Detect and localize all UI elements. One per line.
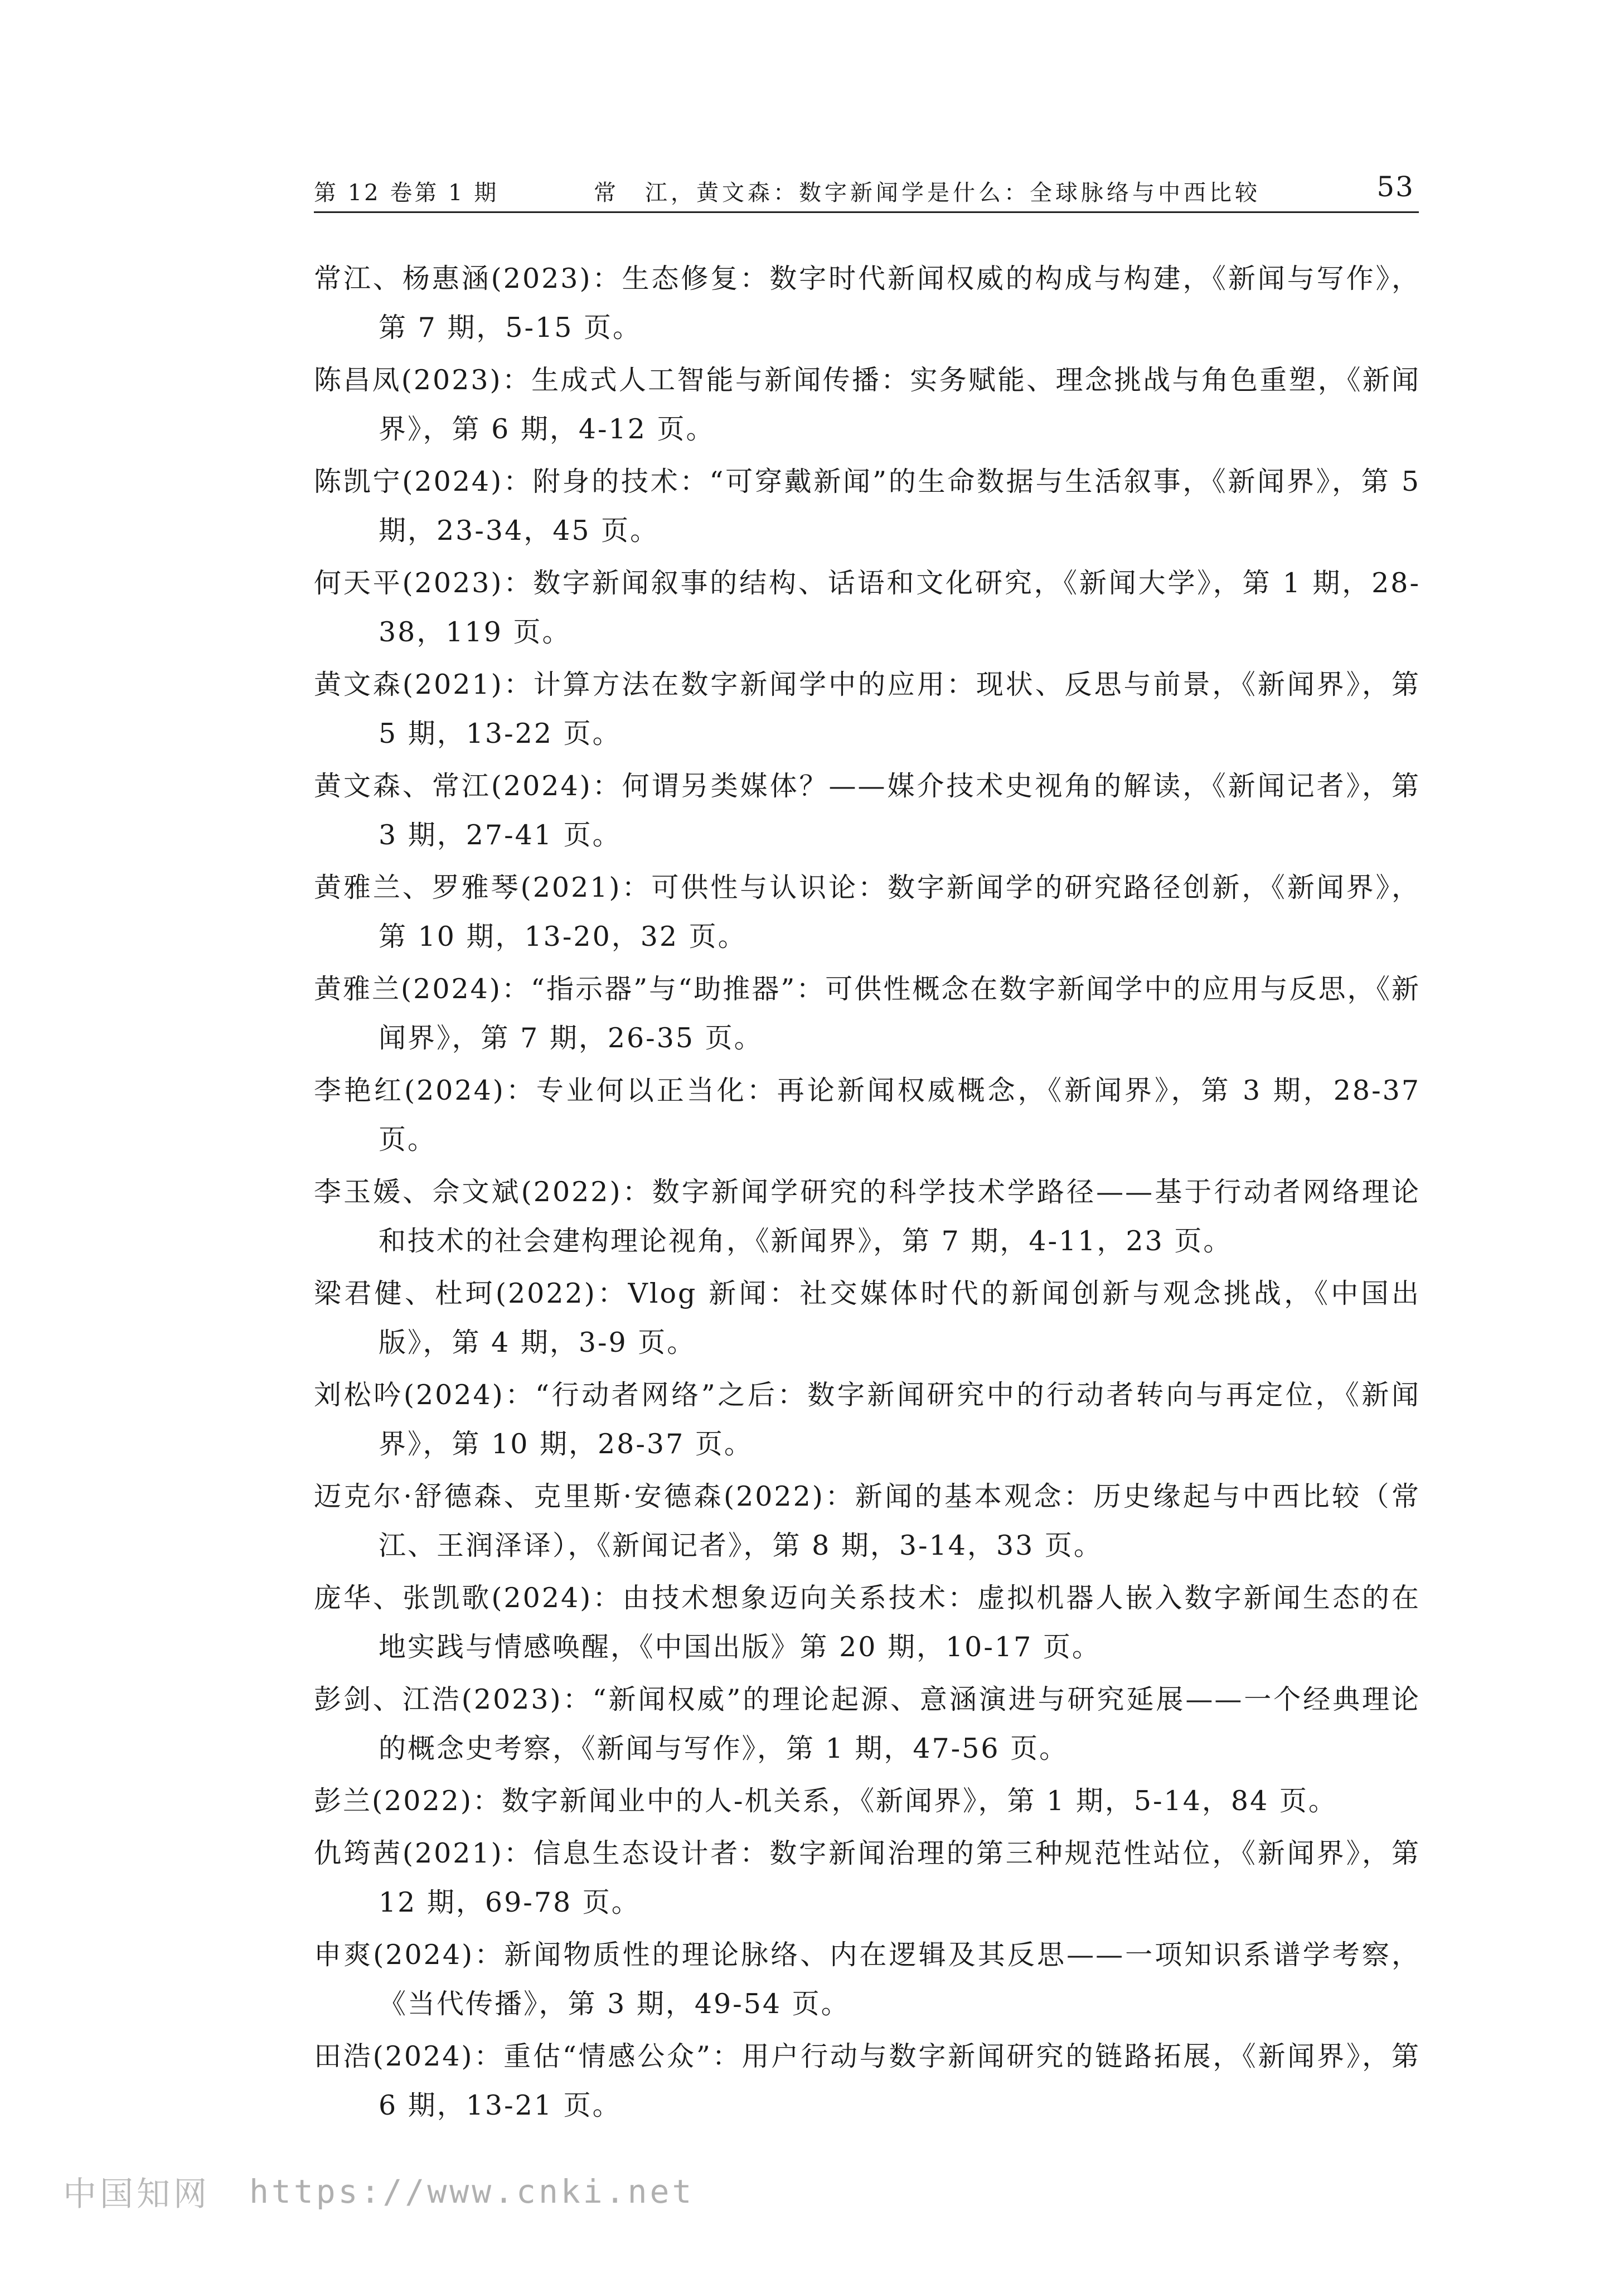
reference-entry: 李玉媛、佘文斌(2022)：数字新闻学研究的科学技术学路径——基于行动者网络理论和技术的社会建构理论视角，《新闻界》，第 7 期，4-11，23 页。 xyxy=(314,1176,1421,1257)
reference-entry: 梁君健、杜珂(2022)：Vlog 新闻：社交媒体时代的新闻创新与观念挑战，《中国出版》，第 4 期，3-9 页。 xyxy=(314,1278,1421,1358)
reference-entry: 黄文森(2021)：计算方法在数字新闻学中的应用：现状、反思与前景，《新闻界》，第 5 期，13-22 页。 xyxy=(314,669,1421,749)
reference-entry: 迈克尔·舒德森、克里斯·安德森(2022)：新闻的基本观念：历史缘起与中西比较（常江、王润泽译），《新闻记者》，第 8 期，3-14，33 页。 xyxy=(314,1481,1421,1561)
reference-entry: 刘松吟(2024)：“行动者网络”之后：数字新闻研究中的行动者转向与再定位，《新闻界》，第 10 期，28-37 页。 xyxy=(314,1379,1421,1460)
reference-entry: 黄文森、常江(2024)：何谓另类媒体？——媒介技术史视角的解读，《新闻记者》，第 3 期，27-41 页。 xyxy=(314,770,1421,851)
reference-list xyxy=(314,254,1421,2134)
reference-entry: 彭剑、江浩(2023)：“新闻权威”的理论起源、意涵演进与研究延展——一个经典理论的概念史考察，《新闻与写作》，第 1 期，47-56 页。 xyxy=(314,1684,1421,1764)
reference-entry: 李艳红(2024)：专业何以正当化：再论新闻权威概念，《新闻界》，第 3 期，28-37 页。 xyxy=(314,1075,1421,1155)
reference-entry: 陈凯宁(2024)：附身的技术：“可穿戴新闻”的生命数据与生活叙事，《新闻界》，第 5 期，23-34，45 页。 xyxy=(314,466,1421,546)
reference-entry: 常江、杨惠涵(2023)：生态修复：数字时代新闻权威的构成与构建，《新闻与写作》，第 7 期，5-15 页。 xyxy=(314,263,1421,344)
reference-entry: 黄雅兰(2024)：“指示器”与“助推器”：可供性概念在数字新闻学中的应用与反思，《新闻界》，第 7 期，26-35 页。 xyxy=(314,973,1421,1054)
cnki-url[interactable]: https://www.cnki.net xyxy=(249,2173,695,2211)
cnki-watermark xyxy=(63,2164,694,2219)
reference-entry: 彭兰(2022)：数字新闻业中的人-机关系，《新闻界》，第 1 期，5-14，84 页。 xyxy=(314,1785,1337,1817)
cnki-logo: 中国知网 xyxy=(63,2175,210,2214)
reference-entry: 申爽(2024)：新闻物质性的理论脉络、内在逻辑及其反思——一项知识系谱学考察，《当代传播》，第 3 期，49-54 页。 xyxy=(314,1939,1421,2020)
running-title: 常 江，黄文森：数字新闻学是什么：全球脉络与中西比较 xyxy=(594,180,1261,206)
reference-entry: 田浩(2024)：重估“情感公众”：用户行动与数字新闻研究的链路拓展，《新闻界》，第 6 期，13-21 页。 xyxy=(314,2040,1421,2121)
page-number: 53 xyxy=(1376,171,1414,203)
reference-entry: 仇筠茜(2021)：信息生态设计者：数字新闻治理的第三种规范性站位，《新闻界》，第 12 期，69-78 页。 xyxy=(314,1837,1421,1918)
reference-entry: 陈昌凤(2023)：生成式人工智能与新闻传播：实务赋能、理念挑战与角色重塑，《新闻界》，第 6 期，4-12 页。 xyxy=(314,364,1421,445)
running-header xyxy=(314,167,1419,213)
reference-entry: 庞华、张凯歌(2024)：由技术想象迈向关系技术：虚拟机器人嵌入数字新闻生态的在地实践与情感唤醒，《中国出版》第 20 期，10-17 页。 xyxy=(314,1582,1421,1663)
journal-issue: 第 12 卷第 1 期 xyxy=(314,180,499,206)
reference-entry: 黄雅兰、罗雅琴(2021)：可供性与认识论：数字新闻学的研究路径创新，《新闻界》，第 10 期，13-20，32 页。 xyxy=(314,872,1421,952)
reference-entry: 何天平(2023)：数字新闻叙事的结构、话语和文化研究，《新闻大学》，第 1 期，28-38，119 页。 xyxy=(314,567,1421,648)
